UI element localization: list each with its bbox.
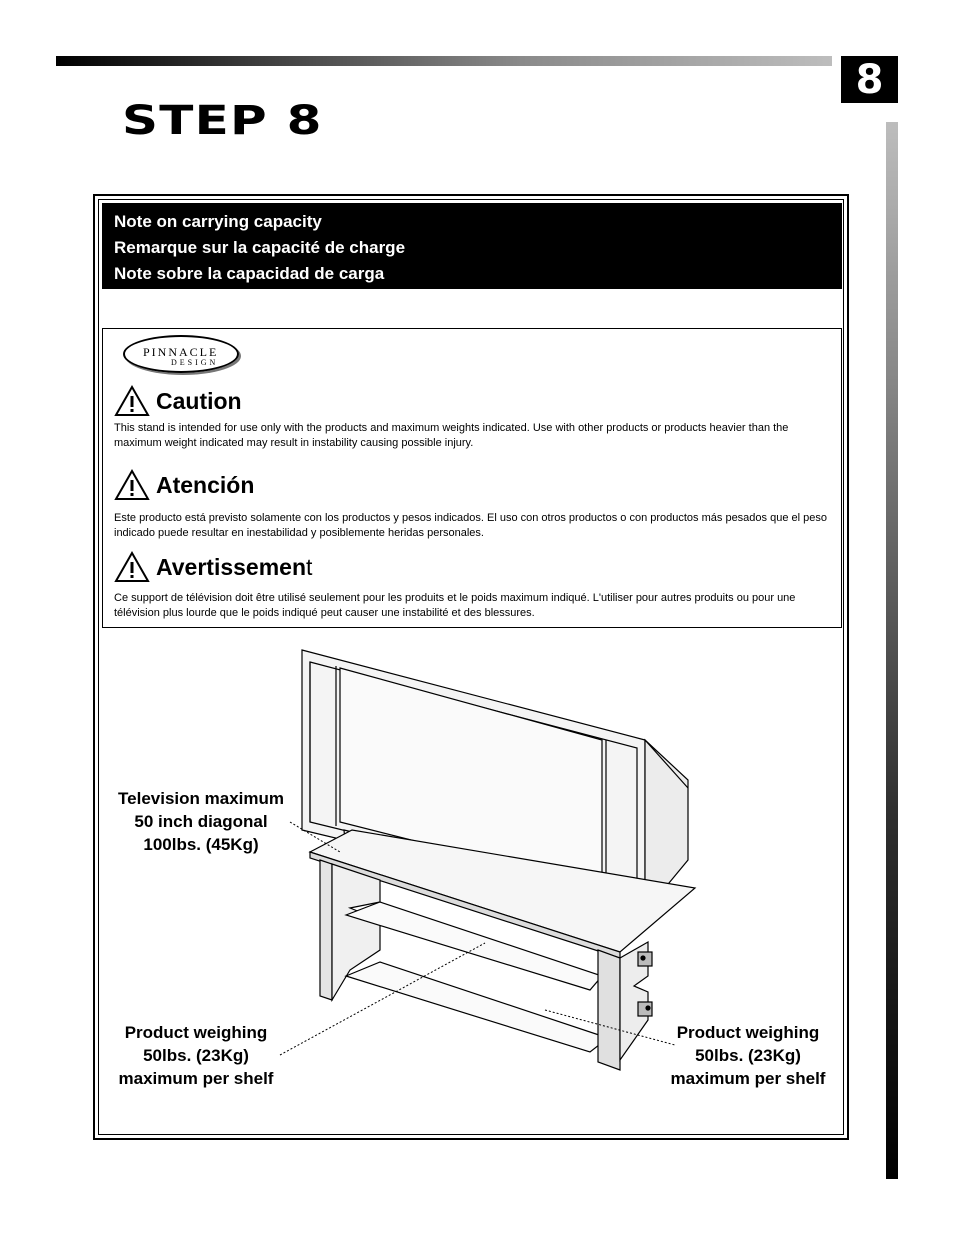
label-shelf-capacity-left: Product weighing 50lbs. (23Kg) maximum per shelf: [118, 1023, 274, 1088]
step-title: STEP 8: [122, 98, 323, 144]
warning-text: Este producto está previsto solamente con los productos y pesos indicados. El uso con otros productos o con productos más pesados que el peso indicado puede resultar en inestabilidad y posiblemente heridas personales.: [114, 512, 827, 539]
note-line-es: Note sobre la capacidad de carga: [114, 264, 385, 283]
note-line-fr: Remarque sur la capacité de charge: [114, 238, 406, 257]
warning-title: Caution: [156, 387, 242, 414]
warning-text: Ce support de télévision doit être utilisé seulement pour les produits et le poids maximum indiqué. L'utiliser pour autres produits ou pour une télévision plus lourde que le poids indiqué peut causer une instabilité et des blessures.: [114, 592, 796, 619]
warning-avertissement: [114, 549, 834, 621]
label-television-capacity: Television maximum 50 inch diagonal 100lbs. (45Kg): [118, 789, 284, 854]
warning-title: Atención: [156, 471, 255, 498]
warning-atencion: [114, 467, 834, 541]
warning-text: This stand is intended for use only with the products and maximum weights indicated. Use with other products or products heavier than the maximum weight indicated may result in instability causing possible injury.: [114, 422, 789, 449]
logo-word-design: DESIGN: [171, 358, 219, 367]
note-line-en: Note on carrying capacity: [114, 212, 322, 231]
warning-triangle-icon: [114, 551, 150, 583]
logo-word-pinnacle: PINNACLE: [143, 345, 219, 359]
caution-box: [102, 328, 842, 628]
note-header: [102, 203, 842, 289]
warning-title: Avertissement: [156, 553, 313, 580]
tv-stand-illustration: [280, 640, 720, 1080]
side-gradient-bar: [886, 122, 898, 1179]
warning-caution: [114, 383, 834, 451]
top-gradient-bar: [56, 56, 832, 66]
pinnacle-design-logo: [123, 335, 241, 375]
label-shelf-capacity-right: Product weighing 50lbs. (23Kg) maximum per shelf: [670, 1023, 826, 1088]
page-number: 8: [841, 56, 898, 103]
warning-triangle-icon: [114, 469, 150, 501]
warning-triangle-icon: [114, 385, 150, 417]
